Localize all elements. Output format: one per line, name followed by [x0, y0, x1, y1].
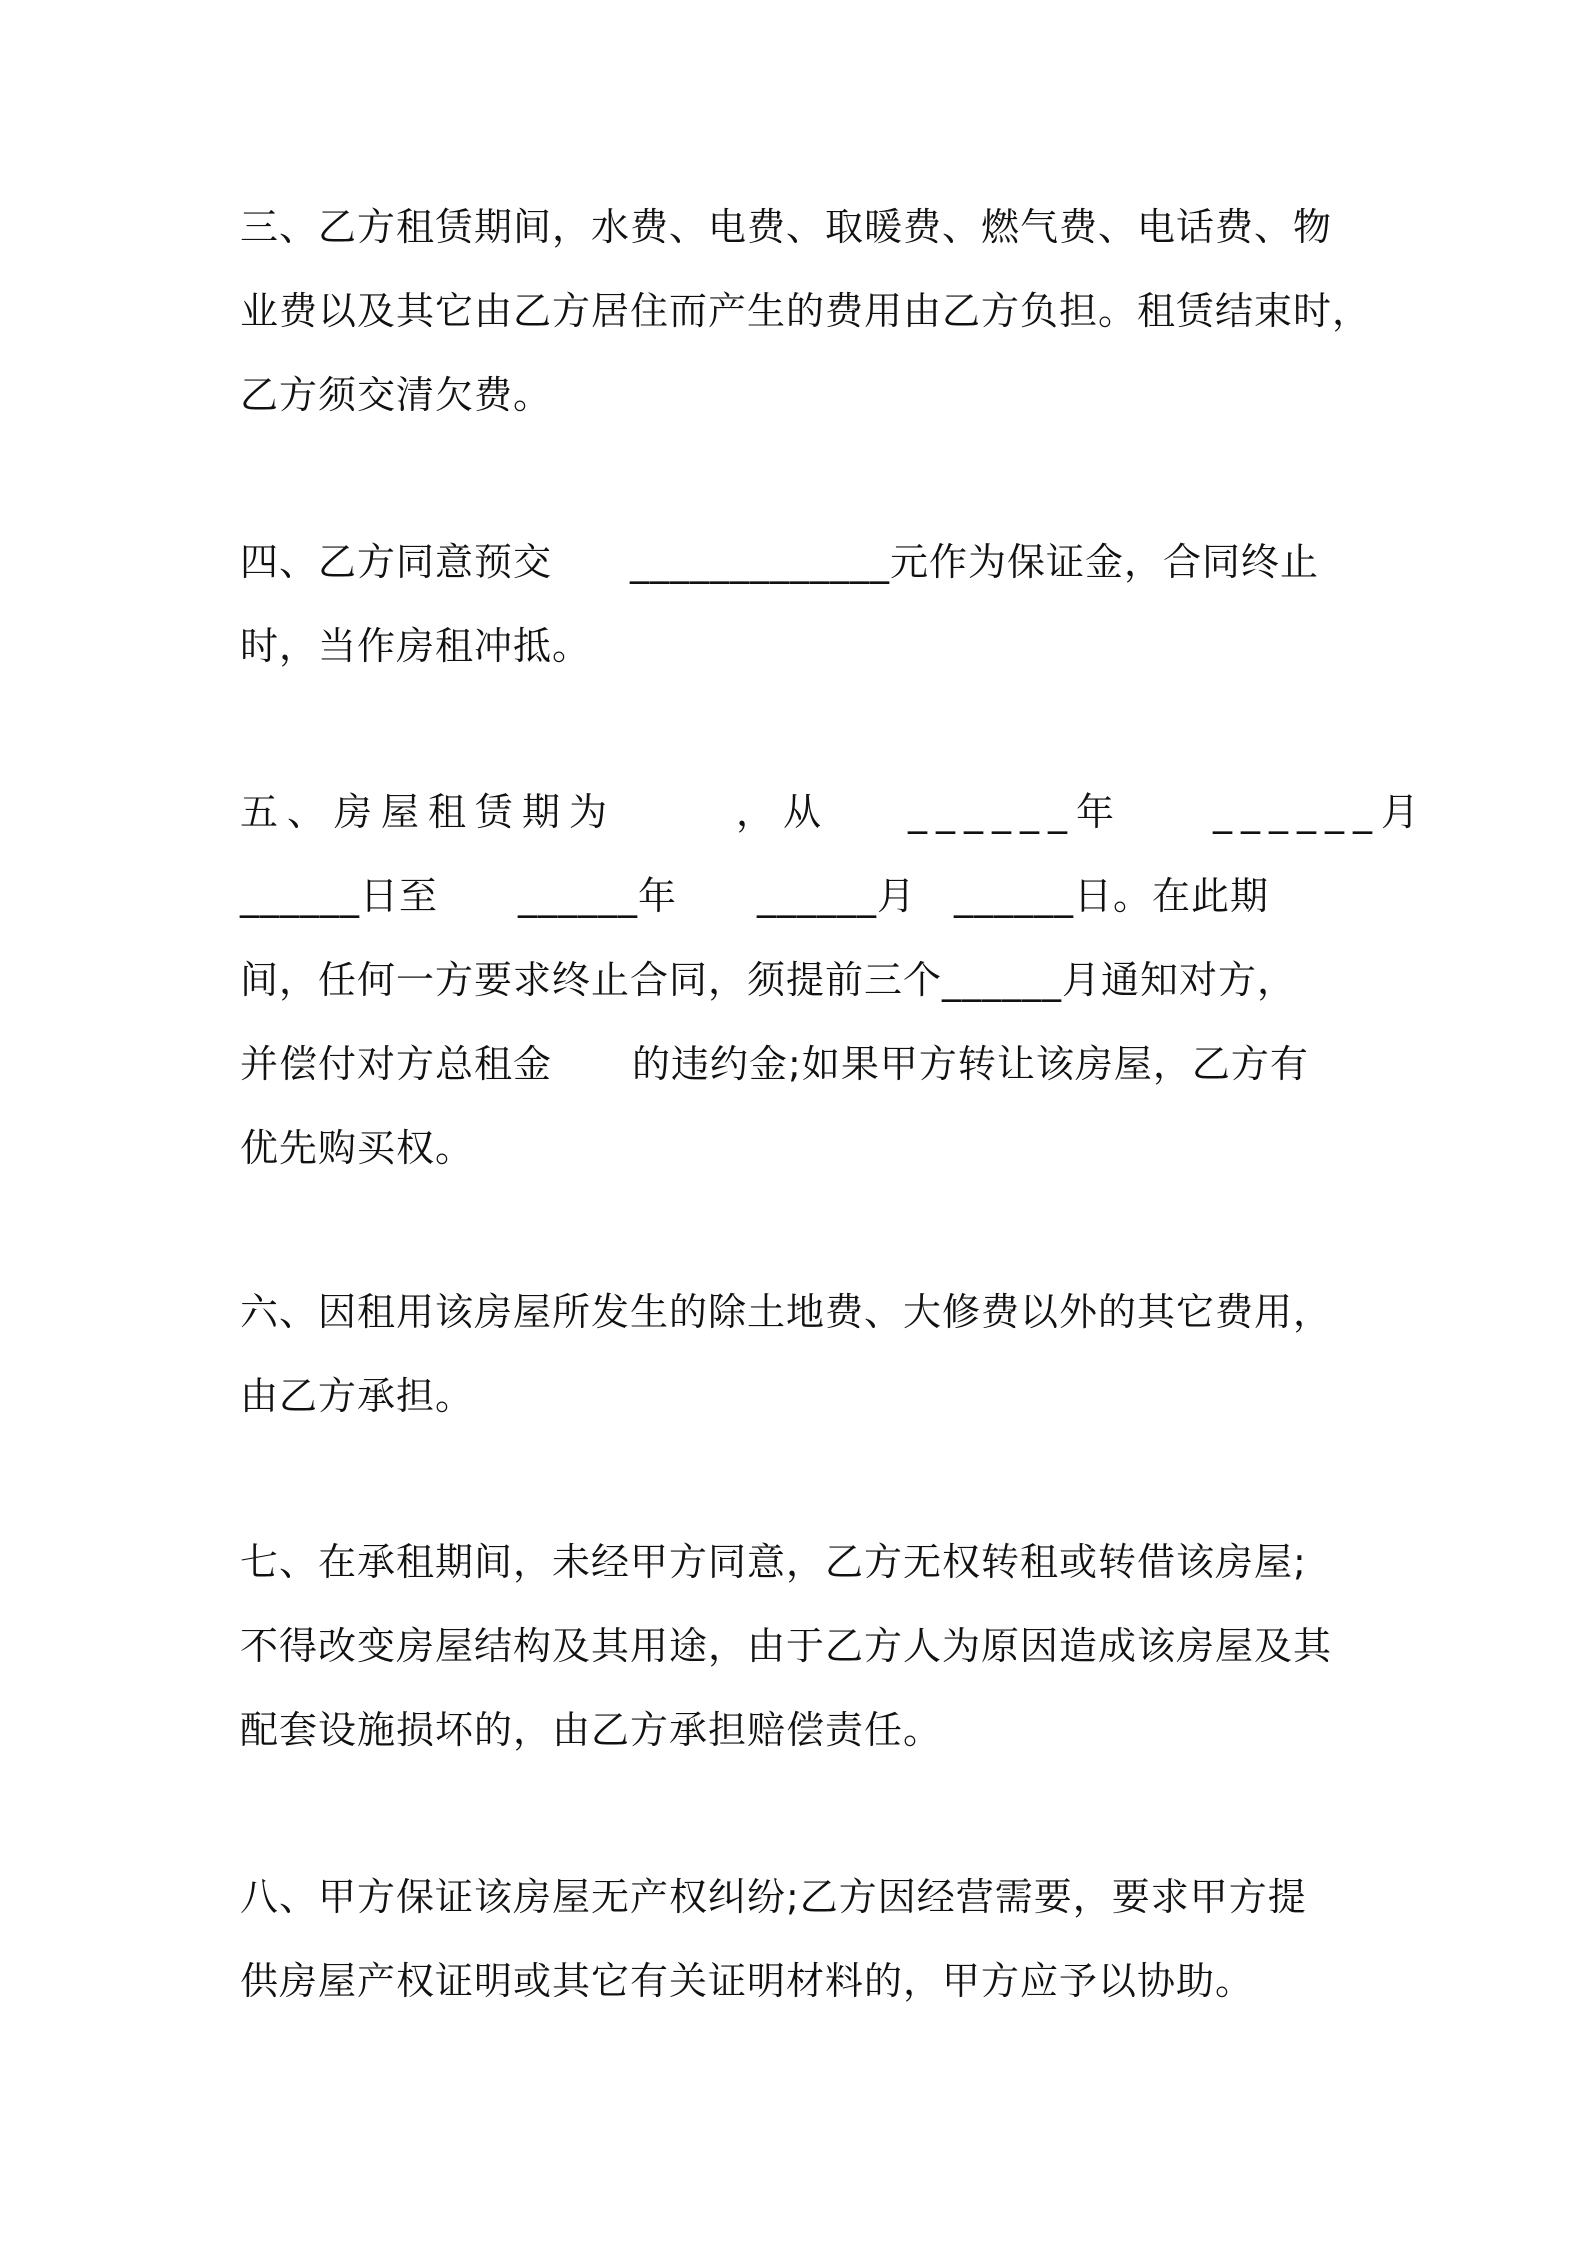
clause-5-line-4 [240, 1022, 1370, 1106]
clause-8-line-2: 供房屋产权证明或其它有关证明材料的，甲方应予以协助。 [240, 1959, 1255, 2003]
clause-5-line-2 [240, 854, 1370, 938]
clause-4-prepay-label: 四、乙方同意预交 [240, 540, 553, 584]
clause-6-line-2: 由乙方承担。 [240, 1374, 475, 1418]
clause-7 [240, 1520, 1370, 1772]
clause-6-line-1: 六、因租用该房屋所发生的除土地费、大修费以外的其它费用， [240, 1290, 1333, 1334]
clause-5-line-1 [240, 770, 1429, 854]
clause-4-line-1 [240, 520, 1370, 604]
clause-5-end-month-blank: ______月 [757, 874, 917, 918]
clause-5-end-day-blank: ______日。在此期 [954, 874, 1270, 918]
clause-7-line-2: 不得改变房屋结构及其用途，由于乙方人为原因造成该房屋及其 [240, 1624, 1333, 1668]
clause-6 [240, 1270, 1370, 1438]
clause-5-from-label: ，从 [736, 790, 831, 834]
clause-3-line-3: 乙方须交清欠费。 [240, 373, 553, 417]
clause-5-penalty-text: 的违约金;如果甲方转让该房屋，乙方有 [632, 1042, 1309, 1086]
clause-5-line-3: 间，任何一方要求终止合同，须提前三个______月通知对方， [240, 958, 1297, 1002]
clause-5-start-year-blank: ______年 [908, 790, 1124, 834]
clause-4-deposit-blank: _____________元作为保证金，合同终止 [630, 540, 1320, 584]
clause-3 [240, 185, 1370, 437]
clause-4 [240, 520, 1370, 688]
clause-5-term-label: 五、房屋租赁期为 [240, 790, 617, 834]
clause-3-line-1: 三、乙方租赁期间，水费、电费、取暖费、燃气费、电话费、物 [240, 205, 1333, 249]
clause-5-line-5: 优先购买权。 [240, 1126, 475, 1170]
clause-8-line-1: 八、甲方保证该房屋无产权纠纷;乙方因经营需要，要求甲方提 [240, 1875, 1307, 1919]
clause-7-line-3: 配套设施损坏的，由乙方承担赔偿责任。 [240, 1708, 943, 1752]
clause-5-start-day-blank: ______日至 [240, 874, 439, 918]
clause-5 [240, 770, 1429, 1190]
clause-8 [240, 1855, 1370, 2023]
clause-7-line-1: 七、在承租期间，未经甲方同意，乙方无权转租或转借该房屋; [240, 1540, 1307, 1584]
clause-5-start-month-blank: ______月 [1213, 790, 1429, 834]
clause-3-line-2: 业费以及其它由乙方居住而产生的费用由乙方负担。租赁结束时， [240, 289, 1372, 333]
clause-5-rent-label: 并偿付对方总租金 [240, 1042, 553, 1086]
clause-4-line-2: 时，当作房租冲抵。 [240, 624, 592, 668]
clause-5-end-year-blank: ______年 [518, 874, 678, 918]
